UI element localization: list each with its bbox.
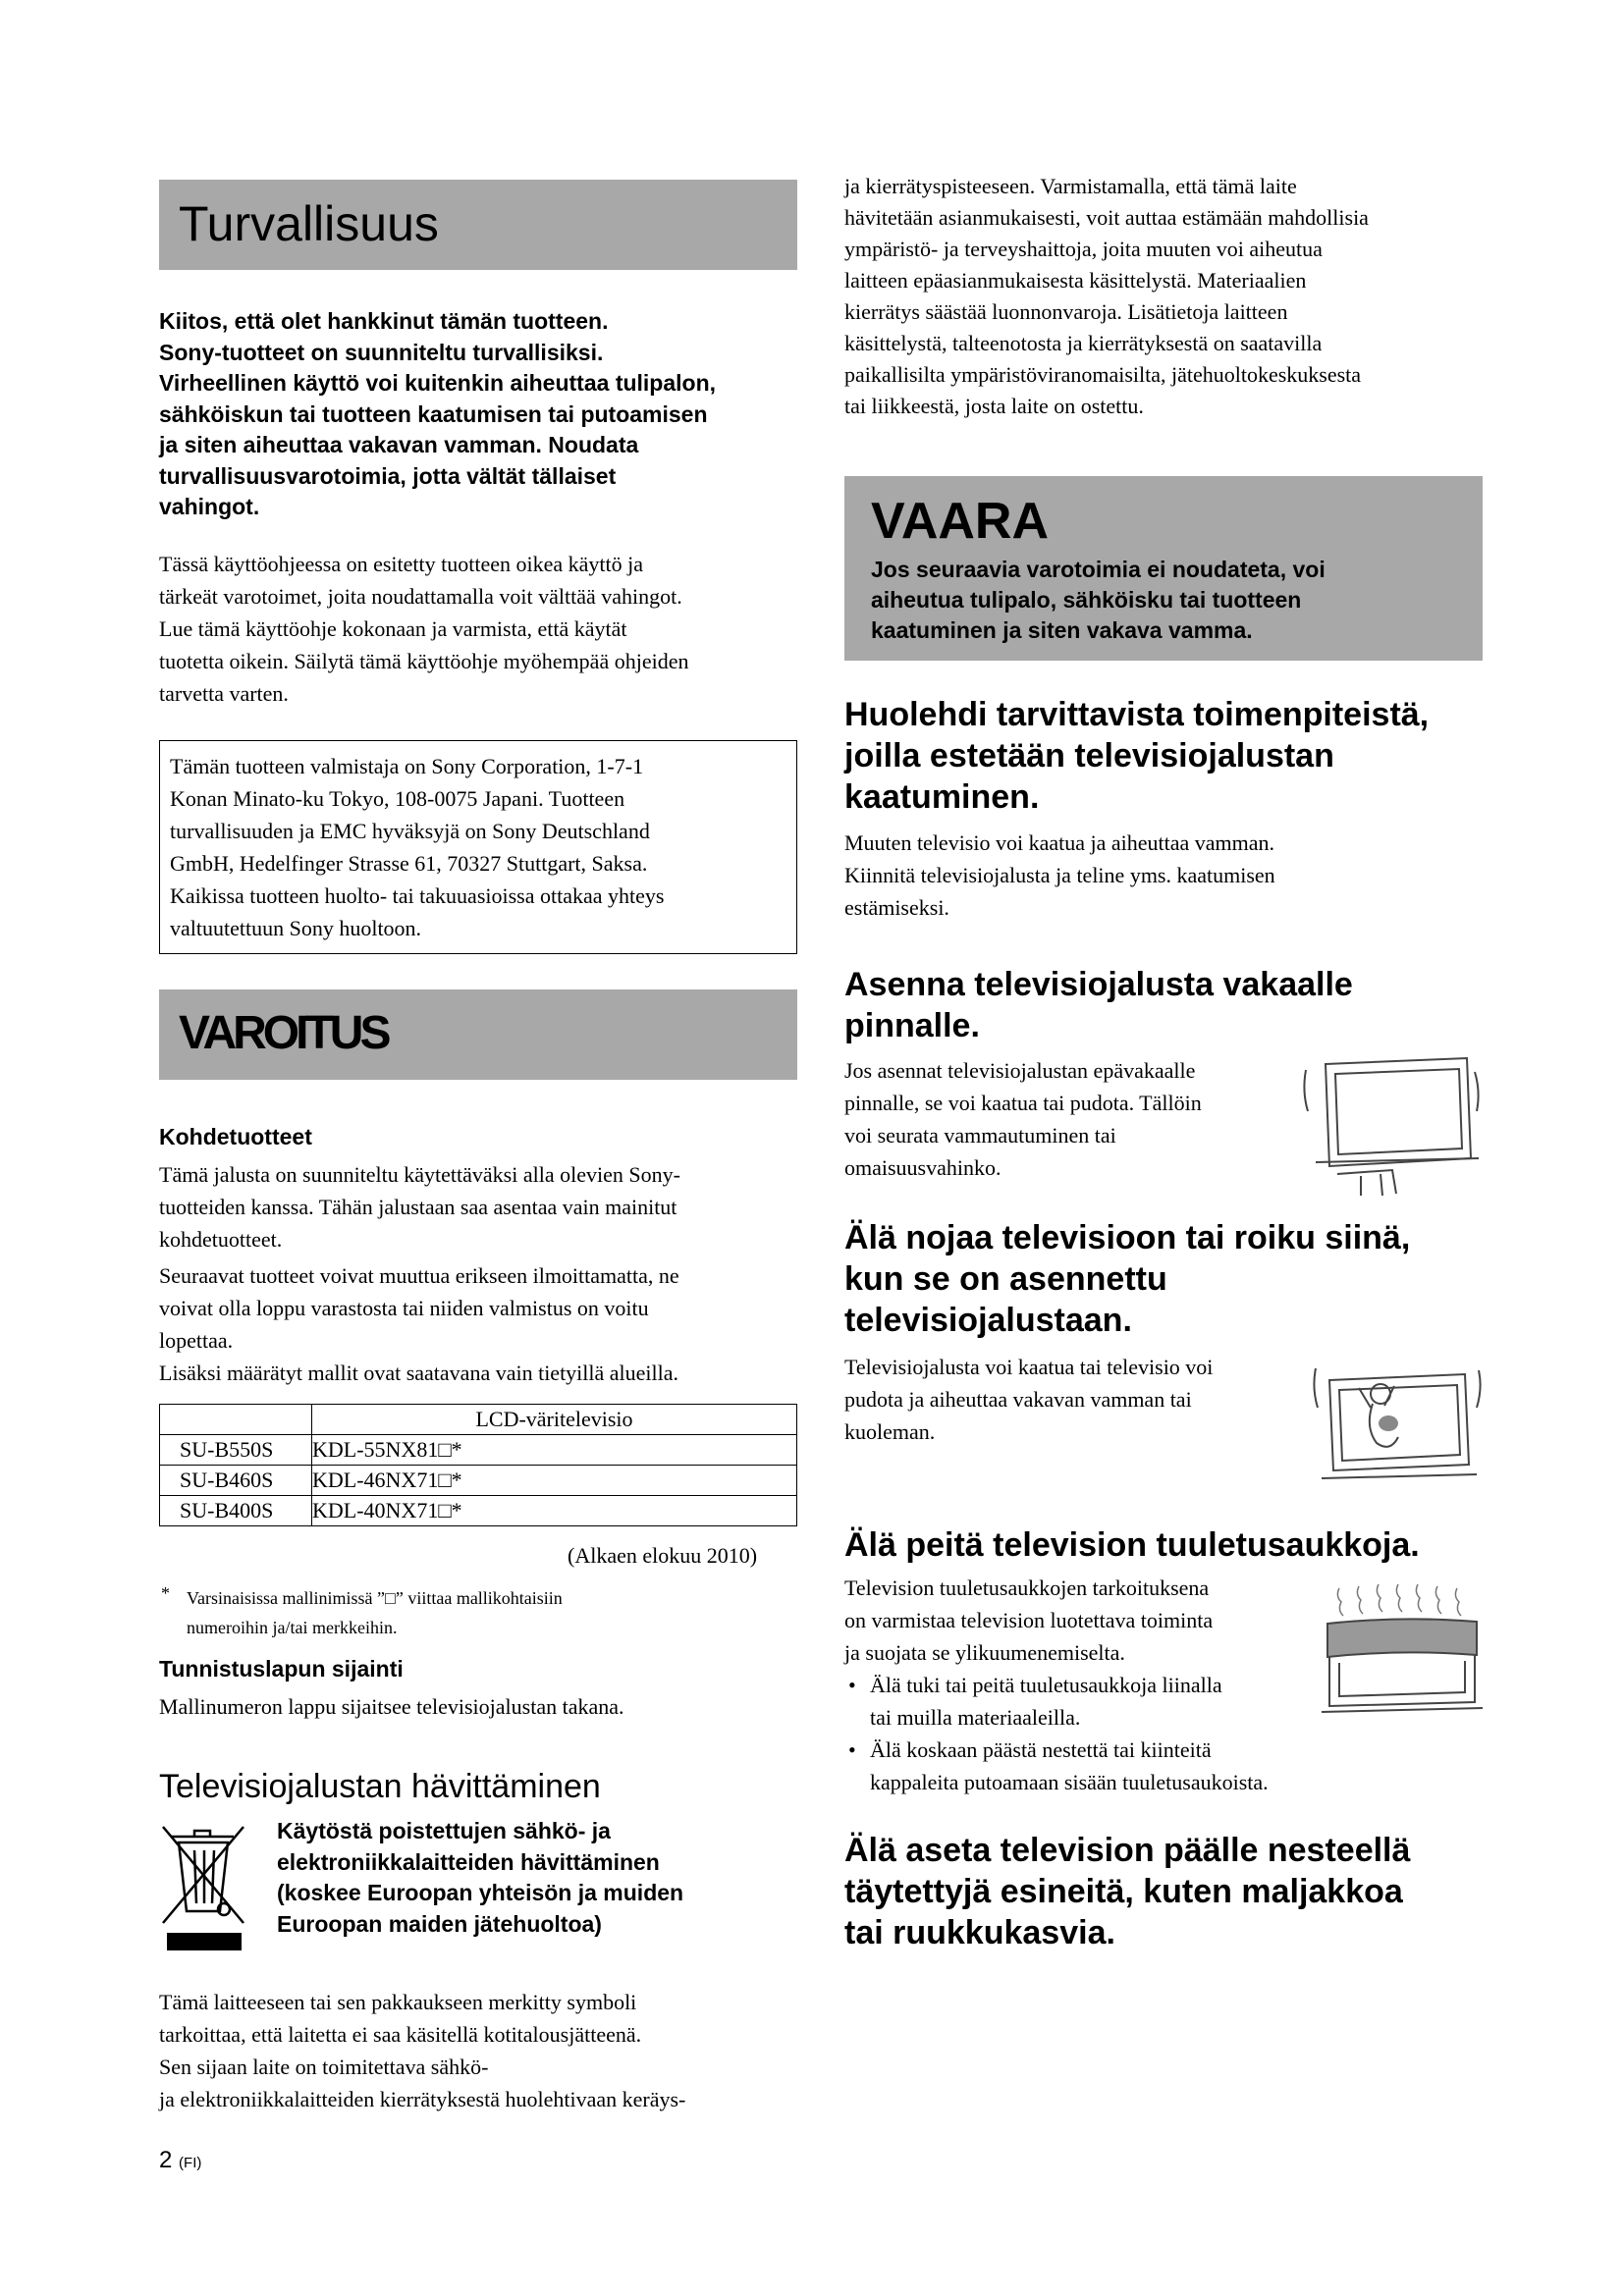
footnote-line: Varsinaisissa mallinimissä ”□” viittaa mallikohtaisiin: [187, 1588, 563, 1608]
disposal-bold-line: Käytöstä poistettujen sähkö- ja: [277, 1818, 611, 1843]
disposal-bold-line: (koskee Euroopan yhteisön ja muiden: [277, 1880, 684, 1905]
intro-text-line: Lue tämä käyttöohje kokonaan ja varmista, että käytät: [159, 616, 627, 641]
footnote-line: numeroihin ja/tai merkkeihin.: [187, 1618, 398, 1637]
table-row: [160, 1466, 797, 1496]
stand-model: SU-B550S: [160, 1435, 312, 1466]
sec1-heading-line: Huolehdi tarvittavista toimenpiteistä,: [844, 696, 1430, 733]
sec5-heading-line: täytettyjä esineitä, kuten maljakkoa: [844, 1873, 1403, 1910]
sec3-heading-line: Älä nojaa televisioon tai roiku siinä,: [844, 1219, 1411, 1256]
tv-model: KDL-46NX71□*: [312, 1466, 797, 1496]
intro-text-line: tärkeät varotoimet, joita noudattamalla voit välttää vahingot.: [159, 584, 682, 609]
sec4-bullet-list: [844, 1669, 1269, 1798]
manufacturer-line: Kaikissa tuotteen huolto- tai takuuasioissa ottakaa yhteys: [170, 883, 665, 908]
covered-vents-illustration: [1316, 1575, 1485, 1726]
page-language: (FI): [179, 2155, 202, 2171]
sec2-text-line: pinnalle, se voi kaatua tai pudota. Tällöin: [844, 1091, 1202, 1115]
disposal-text: [159, 1986, 685, 2115]
continued-line: tai liikkeestä, josta laite on ostettu.: [844, 394, 1144, 418]
bullet-line: Älä tuki tai peitä tuuletusaukkoja liinalla: [870, 1673, 1222, 1697]
disposal-bold-line: Euroopan maiden jätehuoltoa): [277, 1910, 602, 1937]
sec2-text: [844, 1054, 1202, 1184]
safety-banner: [159, 180, 797, 270]
sec4-text: [844, 1572, 1213, 1669]
continued-text: [844, 171, 1369, 422]
target-text-line: Tämä jalusta on suunniteltu käytettäväksi alla olevien Sony-: [159, 1162, 680, 1187]
sec5-heading-line: tai ruukkukasvia.: [844, 1914, 1115, 1951]
table-row: [160, 1435, 797, 1466]
warning-banner: [159, 989, 797, 1080]
sec1-text-line: Kiinnitä televisiojalusta ja teline yms. kaatumisen: [844, 863, 1275, 887]
sec2-text-line: omaisuusvahinko.: [844, 1155, 1001, 1180]
table-header-cell: LCD-väritelevisio: [312, 1405, 797, 1435]
sec3-heading-line: kun se on asennettu: [844, 1260, 1167, 1298]
target-text-line: tuotteiden kanssa. Tähän jalustaan saa asentaa vain mainitut: [159, 1195, 677, 1219]
sec2-text-line: Jos asennat televisiojalustan epävakaalle: [844, 1058, 1196, 1083]
continued-line: ympäristö- ja terveyshaittoja, joita muuten voi aiheutua: [844, 237, 1323, 261]
sec3-text-line: kuoleman.: [844, 1419, 936, 1444]
tilting-tv-illustration: [1298, 1052, 1483, 1200]
continued-line: paikallisilta ympäristöviranomaisilta, jätehuoltokeskuksesta: [844, 362, 1362, 387]
manufacturer-box: [159, 740, 797, 954]
intro-bold-line: ja siten aiheuttaa vakavan vamman. Noudata: [159, 432, 639, 457]
stand-model: SU-B400S: [160, 1496, 312, 1526]
danger-text-line: kaatuminen ja siten vakava vamma.: [871, 617, 1253, 643]
continued-line: käsittelystä, talteenotosta ja kierrätyksestä on saatavilla: [844, 331, 1323, 355]
intro-text-line: tuotetta oikein. Säilytä tämä käyttöohje myöhempää ohjeiden: [159, 649, 689, 673]
intro-bold-line: sähköiskun tai tuotteen kaatumisen tai putoamisen: [159, 400, 708, 427]
intro-bold-line: Sony-tuotteet on suunniteltu turvallisiksi.: [159, 339, 604, 365]
bullet-icon: •: [848, 1737, 856, 1762]
sec4-text-line: ja suojata se ylikuumenemiselta.: [844, 1640, 1125, 1665]
intro-bold-line: vahingot.: [159, 494, 260, 519]
notice-text-line: voivat olla loppu varastosta tai niiden valmistus on voitu: [159, 1296, 649, 1320]
danger-text: [871, 555, 1326, 646]
continued-line: kierrätys säästää luonnonvaroja. Lisätietoja laitteen: [844, 299, 1288, 324]
notice-text-line: Lisäksi määrätyt mallit ovat saatavana vain tietyillä alueilla.: [159, 1361, 679, 1385]
target-text-line: kohdetuotteet.: [159, 1227, 283, 1252]
tv-model: KDL-40NX71□*: [312, 1496, 797, 1526]
sec3-text: [844, 1351, 1213, 1448]
sec4-text-line: on varmistaa television luotettava toiminta: [844, 1608, 1214, 1632]
danger-banner: [844, 476, 1483, 661]
sec1-text-line: Muuten televisio voi kaatua ja aiheuttaa vamman.: [844, 830, 1275, 855]
page-number: 2: [159, 2147, 173, 2173]
sec4-bullet-item: [844, 1734, 1269, 1798]
sec3-text-line: pudota ja aiheuttaa vakavan vamman tai: [844, 1387, 1192, 1412]
label-heading: Tunnistuslapun sijainti: [159, 1656, 404, 1682]
notice-text-line: lopettaa.: [159, 1328, 234, 1353]
bullet-line: kappaleita putoamaan sisään tuuletusaukoista.: [870, 1770, 1269, 1794]
sec1-heading-line: joilla estetään televisiojalustan: [844, 737, 1334, 774]
manufacturer-line: valtuutettuun Sony huoltoon.: [170, 916, 422, 940]
disposal-bold-line: elektroniikkalaitteiden hävittäminen: [277, 1848, 660, 1875]
table-row: [160, 1496, 797, 1526]
notice-text: [159, 1259, 679, 1389]
bullet-icon: •: [848, 1673, 856, 1697]
danger-title: VAARA: [871, 493, 1050, 550]
sec4-heading: Älä peitä television tuuletusaukkoja.: [844, 1526, 1420, 1564]
target-text: [159, 1158, 680, 1255]
continued-line: laitteen epäasianmukaisesta käsittelystä. Materiaalien: [844, 268, 1307, 293]
label-text: Mallinumeron lappu sijaitsee televisiojalustan takana.: [159, 1694, 624, 1719]
sec1-heading-line: kaatuminen.: [844, 778, 1040, 816]
safety-title: Turvallisuus: [179, 196, 439, 251]
sec1-text-line: estämiseksi.: [844, 895, 949, 920]
danger-text-line: aiheutua tulipalo, sähköisku tai tuotteen: [871, 587, 1302, 613]
manufacturer-line: Tämän tuotteen valmistaja on Sony Corporation, 1-7-1: [170, 754, 644, 778]
tv-model: KDL-55NX81□*: [312, 1435, 797, 1466]
disposal-bold: [277, 1816, 683, 1940]
sec2-heading: [844, 964, 1353, 1046]
table-caption: (Alkaen elokuu 2010): [568, 1543, 758, 1568]
intro-bold-line: Virheellinen käyttö voi kuitenkin aiheuttaa tulipalon,: [159, 370, 717, 396]
sec3-text-line: Televisiojalusta voi kaatua tai televisio voi: [844, 1355, 1214, 1379]
table-header-row: [160, 1405, 797, 1435]
continued-line: ja kierrätyspisteeseen. Varmistamalla, että tämä laite: [844, 174, 1297, 198]
models-table: [159, 1404, 797, 1526]
disposal-text-line: Tämä laitteeseen tai sen pakkaukseen merkitty symboli: [159, 1990, 637, 2014]
disposal-heading: Televisiojalustan hävittäminen: [159, 1768, 601, 1805]
continued-line: hävitetään asianmukaisesti, voit auttaa estämään mahdollisia: [844, 205, 1369, 230]
bullet-line: Älä koskaan päästä nestettä tai kiinteitä: [870, 1737, 1212, 1762]
manufacturer-line: turvallisuuden ja EMC hyväksyjä on Sony Deutschland: [170, 819, 650, 843]
intro-bold-line: Kiitos, että olet hankkinut tämän tuotteen.: [159, 308, 609, 334]
sec1-heading: [844, 694, 1429, 818]
disposal-text-line: tarkoittaa, että laitetta ei saa käsitellä kotitalousjätteenä.: [159, 2022, 642, 2047]
manufacturer-line: GmbH, Hedelfinger Strasse 61, 70327 Stuttgart, Saksa.: [170, 851, 648, 876]
danger-text-line: Jos seuraavia varotoimia ei noudateta, voi: [871, 557, 1326, 582]
bullet-line: tai muilla materiaaleilla.: [870, 1705, 1081, 1730]
weee-bin-icon: [159, 1821, 251, 1958]
footnote: [187, 1583, 563, 1642]
sec5-heading-line: Älä aseta television päälle nesteellä: [844, 1832, 1411, 1869]
sec3-heading-line: televisiojalustaan.: [844, 1302, 1132, 1339]
intro-text-line: Tässä käyttöohjeessa on esitetty tuotteen oikea käyttö ja: [159, 552, 644, 576]
stand-model: SU-B460S: [160, 1466, 312, 1496]
footnote-mark: *: [161, 1583, 170, 1603]
intro-bold-line: turvallisuusvarotoimia, jotta vältät tällaiset: [159, 462, 617, 489]
sec4-text-line: Television tuuletusaukkojen tarkoituksena: [844, 1575, 1210, 1600]
disposal-text-line: ja elektroniikkalaitteiden kierrätyksestä huolehtivaan keräys-: [159, 2087, 686, 2111]
sec2-text-line: voi seurata vammautuminen tai: [844, 1123, 1116, 1148]
intro-bold: [159, 306, 716, 523]
sec5-heading: [844, 1830, 1410, 1953]
warning-title: VAROITUS: [179, 1007, 388, 1059]
sec1-text: [844, 827, 1275, 924]
sec2-heading-line: pinnalle.: [844, 1007, 980, 1044]
intro-text-line: tarvetta varten.: [159, 681, 289, 706]
disposal-text-line: Sen sijaan laite on toimitettava sähkö-: [159, 2055, 489, 2079]
notice-text-line: Seuraavat tuotteet voivat muuttua erikseen ilmoittamatta, ne: [159, 1263, 679, 1288]
hanging-child-illustration: [1312, 1359, 1483, 1496]
page-footer: [159, 2147, 201, 2174]
sec2-heading-line: Asenna televisiojalusta vakaalle: [844, 966, 1353, 1003]
manufacturer-line: Konan Minato-ku Tokyo, 108-0075 Japani. Tuotteen: [170, 786, 625, 811]
intro-text: [159, 548, 688, 710]
sec4-bullet-item: [844, 1669, 1269, 1734]
target-heading: Kohdetuotteet: [159, 1124, 312, 1149]
sec3-heading: [844, 1217, 1410, 1341]
